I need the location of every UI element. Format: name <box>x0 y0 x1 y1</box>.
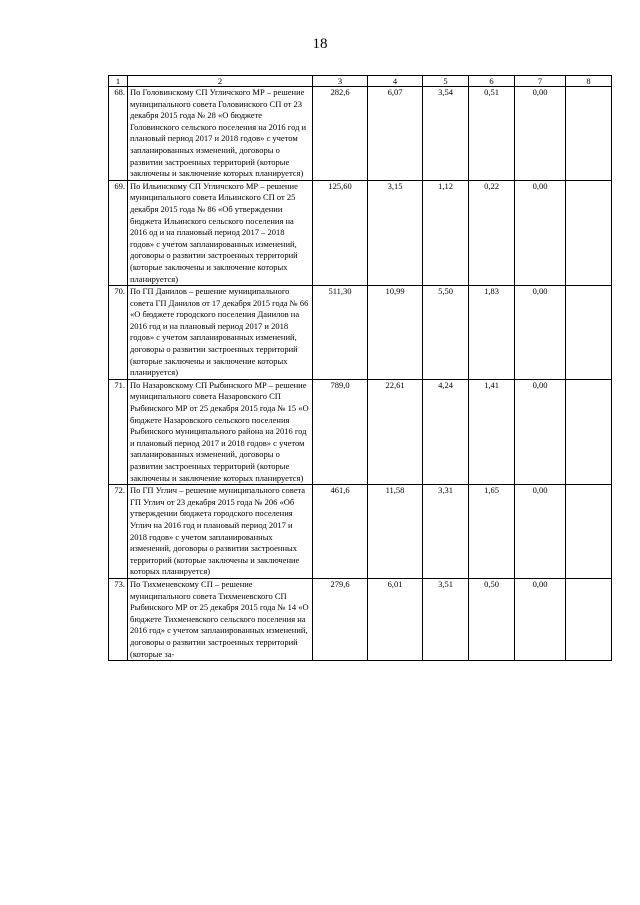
cell-col7: 0,00 <box>515 286 566 380</box>
row-description: По ГП Углич – решение муниципального совета ГП Углич от 23 декабря 2015 года № 206 «Об утверждении бюджета городского поселения Углич на 2016 год и плановый период 2017 и 2018 годов» с учетом запланированных изменений, договоры о развитии застроенных территорий (которые заключены и заключение которых планируется) <box>128 485 313 579</box>
table-row <box>109 485 612 579</box>
cell-col6: 0,50 <box>469 578 515 660</box>
cell-col8 <box>566 180 612 285</box>
cell-col5: 3,54 <box>423 87 469 181</box>
cell-col7: 0,00 <box>515 180 566 285</box>
table-row <box>109 87 612 181</box>
table-row <box>109 180 612 285</box>
table-row <box>109 286 612 380</box>
column-header: 8 <box>566 76 612 87</box>
row-description: По Назаровскому СП Рыбинского МР – решение муниципального совета Назаровского СП Рыбинского МР от 25 декабря 2015 года № 15 «О бюджете Назаровского сельского поселения Рыбинского муниципального района на 2016 год и плановый период 2017 и 2018 годов» с учетом запланированных изменений, договоры о развитии застроенных территорий (которые заключены и заключение которых планируется) <box>128 379 313 484</box>
cell-col3: 789,0 <box>313 379 368 484</box>
row-number: 69. <box>109 180 128 285</box>
cell-col8 <box>566 286 612 380</box>
row-description: По Ильинскому СП Угличского МР – решение муниципального совета Ильинского СП от 25 декабря 2015 года № 86 «Об утверждении бюджета Ильинского сельского поселения на 2016 од и на плановый период 2017 – 2018 годов» с учетом запланированных изменений, договоры о развитии застроенных территорий (которые заключены и заключение которых планируется) <box>128 180 313 285</box>
cell-col6: 1,41 <box>469 379 515 484</box>
cell-col6: 1,83 <box>469 286 515 380</box>
row-number: 70. <box>109 286 128 380</box>
cell-col8 <box>566 87 612 181</box>
cell-col8 <box>566 578 612 660</box>
column-header: 5 <box>423 76 469 87</box>
cell-col7: 0,00 <box>515 485 566 579</box>
cell-col7: 0,00 <box>515 379 566 484</box>
cell-col4: 22,61 <box>368 379 423 484</box>
row-number: 68. <box>109 87 128 181</box>
row-description: По Тихменевскому СП – решение муниципального совета Тихменевского СП Рыбинского МР от 25 декабря 2015 года № 14 «О бюджете Тихменевского сельского поселения на 2016 год» с учетом запланированных изменений, договоры о развитии застроенных территорий (которые за- <box>128 578 313 660</box>
cell-col4: 3,15 <box>368 180 423 285</box>
row-number: 73. <box>109 578 128 660</box>
row-number: 71. <box>109 379 128 484</box>
column-header: 6 <box>469 76 515 87</box>
table-row <box>109 578 612 660</box>
cell-col6: 0,51 <box>469 87 515 181</box>
column-header: 1 <box>109 76 128 87</box>
cell-col3: 282,6 <box>313 87 368 181</box>
row-description: По Головинскому СП Угличского МР – решение муниципального совета Головинского СП от 23 декабря 2015 года № 28 «О бюджете Головинского сельского поселения на 2016 год и плановый период 2017 и 2018 годов» с учетом запланированных изменений, договоры о развитии застроенных территорий (которые заключены и заключение которых планируется) <box>128 87 313 181</box>
data-table <box>108 75 612 661</box>
cell-col4: 6,01 <box>368 578 423 660</box>
cell-col4: 11,58 <box>368 485 423 579</box>
cell-col7: 0,00 <box>515 87 566 181</box>
cell-col5: 5,50 <box>423 286 469 380</box>
column-header: 3 <box>313 76 368 87</box>
cell-col5: 1,12 <box>423 180 469 285</box>
cell-col6: 0,22 <box>469 180 515 285</box>
column-header: 4 <box>368 76 423 87</box>
table-row <box>109 379 612 484</box>
cell-col5: 3,31 <box>423 485 469 579</box>
column-header: 7 <box>515 76 566 87</box>
cell-col3: 125,60 <box>313 180 368 285</box>
cell-col5: 3,51 <box>423 578 469 660</box>
cell-col8 <box>566 379 612 484</box>
page-number: 18 <box>312 36 328 52</box>
cell-col5: 4,24 <box>423 379 469 484</box>
row-number: 72. <box>109 485 128 579</box>
cell-col3: 461,6 <box>313 485 368 579</box>
cell-col4: 6,07 <box>368 87 423 181</box>
cell-col3: 279,6 <box>313 578 368 660</box>
table-header-row <box>109 76 612 87</box>
cell-col6: 1,65 <box>469 485 515 579</box>
cell-col4: 10,99 <box>368 286 423 380</box>
row-description: По ГП Данилов – решение муниципального совета ГП Данилов от 17 декабря 2015 года № 66 «О бюджете городского поселения Данилов на 2016 год и на плановый период 2017 и 2018 годов» с учетом запланированных изменений, договоры о развитии застроенных территорий (которые заключены и заключение которых планируется) <box>128 286 313 380</box>
column-header: 2 <box>128 76 313 87</box>
cell-col3: 511,30 <box>313 286 368 380</box>
cell-col8 <box>566 485 612 579</box>
cell-col7: 0,00 <box>515 578 566 660</box>
